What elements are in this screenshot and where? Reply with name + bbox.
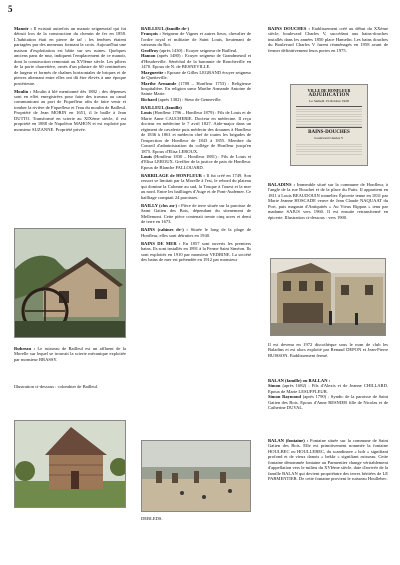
balan-famille-title: BALAN (famille) ou BALLAN : bbox=[268, 378, 331, 383]
adjudication-notice bbox=[290, 84, 368, 166]
bains-douches-text: Etablissement créé au début du XXème siècle, boulevard Charles V, succédant aux bains-douches installés dans les années 1850 place Hamelin. Les bains douches du Boulevard Charles V furent réaménagés en 1958 avant de fermer définitivement leurs portes en 1975. bbox=[268, 26, 389, 53]
entry-name: Hamon bbox=[141, 53, 156, 59]
notice-line-4: BAINS-DOUCHES bbox=[308, 129, 350, 135]
entry-text: (Honfleur 1796 – Honfleur 1879) : Fils de Louis et de Marie Anne CAUCHERIE. Docteur en médecine. Il reçu docteur en médecine le 7 avril 1827. Aide-major dans un régiment de cavalerie puis médecin des douanes à Honfleur de 1836 à 1861 et médecin chef de toutes les brigades de l'inspection de Honfleur de 1843 à 1855. Membre du Conseil d'administration du collège de Honfleur jusqu'en 1875. Epoux d'Elisa LEROUX. bbox=[141, 110, 252, 154]
bains-de-mer-text: En 1857 sont ouverts les premiers bains. Ils sont installés en 1891 à la Ferme Saint Siméon. Ils sont exploités en 1910 par monsieur VEDRINE. La société des bains de mer est prétendée en 1912 par monsieur bbox=[141, 240, 251, 263]
entry-name: Richard bbox=[141, 96, 157, 102]
entry-name: Simon bbox=[268, 383, 281, 389]
baladins-title: BALADINS : bbox=[268, 182, 295, 187]
notice-line-2: ADJUDICATION bbox=[308, 93, 350, 98]
bailly-entry bbox=[141, 203, 251, 225]
entry-text: (après 1682) : Fils d'Alexis et de Jeanne CHILLARD. Epoux de Marie LESUFFLEUR. bbox=[268, 383, 388, 394]
notice-line-1: VILLE DE HONFLEUR bbox=[307, 88, 351, 93]
entry-name: François : bbox=[141, 31, 161, 37]
bailleul-famille-de-entry bbox=[141, 26, 251, 102]
rubreau-text: Le ruisseau de Bailleul est un affluent de la Morelle sur lequel se trouvait la scierie mécanique exploitée par monsieur BRASSY. bbox=[14, 346, 127, 362]
bailleul-famille-title: BAILLEUL (famille) bbox=[141, 104, 182, 110]
entry-name: Geoffroy bbox=[141, 47, 159, 53]
bains-de-mer-photo bbox=[141, 440, 251, 512]
entry-text: (après 1790) : Syndic de la paroisse de Saint Gatien des Bois. Epoux d'Anne RESNIER fille de Nicolas et de Catherine DUVAL. bbox=[268, 394, 388, 411]
mill-illustration bbox=[15, 229, 126, 338]
entry-text: (1708 – Honfleur 1753) : Religieuse hospitalière. En religion sœur Marthe Armande Antoine de Sainte Marie. bbox=[141, 80, 252, 97]
bains-cabines-title: BAINS (cabines de-) : bbox=[141, 227, 188, 233]
column-2 bbox=[141, 26, 251, 265]
entry-name: Marthe Armande bbox=[141, 80, 177, 86]
entry-name: Louis bbox=[141, 110, 152, 116]
beach-illustration bbox=[142, 441, 251, 512]
bailleul-famille-entry bbox=[141, 105, 251, 170]
bains-douches-title: BAINS DOUCHES : bbox=[268, 26, 310, 31]
bailly-text: Pièce de terre située sur la paroisse de Saint Gatien des Bois, dépendant du sitenement de Mellemont. Cette pièce contenait trente cinq acres et demi de terre en 1673. bbox=[141, 202, 251, 225]
bains-cabines-entry bbox=[141, 227, 251, 238]
entry-name: Louis bbox=[141, 154, 152, 160]
mill-photo bbox=[14, 228, 126, 338]
baladins-photo bbox=[270, 258, 386, 336]
barrilage-text: Il fut créé en 1749. Son ressort se limitait par la Morelle à l'est, le rebord du plateau qui domine la Calonne au sud, la Touque à l'ouest et la mer au nord. Entre les bailliages d'Auge et de Pont-Audemer. Ce bailliage comptait 24 paroisses. bbox=[141, 172, 251, 200]
page-number: 5 bbox=[8, 4, 13, 14]
bailleul-famille-de-title: BAILLEUL (famille de-) bbox=[141, 26, 189, 31]
bains-de-mer-entry bbox=[141, 241, 251, 263]
entry-name: Simon Raymond bbox=[268, 394, 302, 400]
moulin-text: Moulin à blé mentionné dès 1882 ; des dépenses sont en effet enregistrées pour faire des travaux au canal communicant au port de Fiquefleur afin de faire venir et tomber la rivière de Fiquefleur et l'eau du moulin de Bailleul. Propriété de Jean MORIN en 1651, il le baille à Jean DUTTO. Transformé en scierie au XIXème siècle, il est propriété en 1888 de Napoléon MAHON et est exploité par monsieur SUZANNE. Propriété privée. bbox=[14, 88, 126, 132]
rubreau-title: Rubreau : bbox=[14, 346, 35, 351]
entry-text: (Honfleur 1830 – Honfleur 1881) : Fils de Louis et d'Elisa LEROUX. Greffier de la justice de paix de Honfleur. Epoux de Blanche FALLOUARD. bbox=[141, 154, 251, 170]
bains-douches-entry bbox=[268, 26, 388, 53]
street-illustration bbox=[271, 259, 386, 336]
debleds-text: DEBLEDS. bbox=[141, 516, 163, 521]
notice-fine-print-2 bbox=[296, 142, 362, 156]
colombier-illustration bbox=[15, 421, 126, 508]
baladins-continued bbox=[268, 342, 388, 358]
column-3 bbox=[268, 26, 388, 56]
column-1 bbox=[14, 26, 126, 135]
entry-text: (après 1382) : Sieur de Genneville. bbox=[158, 96, 222, 102]
barrilage-title: BARRILAGE de HONFLEUR : bbox=[141, 172, 205, 178]
manoir-title: Manoir : bbox=[14, 26, 32, 31]
moulin-entry bbox=[14, 89, 126, 133]
baladins-text: Immeuble situé sur la commune de Honfleur, à l'angle de la rue Bouchet et de la place du Puits. Il appartient en 1811 à Louis BEAUDOUIN tonnelier. Épicerie tenue en 1831 par Marie Jeanne HOSCADE veuve de Jean Claude NAQUAAT du Port, puis magasin d'Antiquités « Au Vieux Rippon » tenu par madame SAJUS vers 1960. Il est ensuite retransformé en épicerie. Illustration ci-dessous : vers 1900. bbox=[268, 182, 388, 220]
bains-cabines-text: Située le long de la plage de Honfleur, elles sont détruites en 1940. bbox=[141, 227, 252, 238]
entry-text: Seigneur de Vignes et autres lieux, chevalier de l'ordre royal et militaire de Saint Louis, lieutenant de vaisseau du Roi. bbox=[141, 31, 252, 48]
balan-famille-entry bbox=[268, 378, 388, 411]
notice-fine-print bbox=[296, 106, 362, 128]
colombier-photo bbox=[14, 420, 126, 508]
entry-text: (après 1430) : Ecuyer seigneur de Bailleul. bbox=[159, 47, 238, 53]
rubreau-entry bbox=[14, 346, 126, 362]
barrilage-entry bbox=[141, 173, 251, 200]
bailly-title: BAILLY (clos au-) : bbox=[141, 202, 180, 208]
moulin-title: Moulin : bbox=[14, 88, 32, 94]
baladins-entry bbox=[268, 182, 388, 220]
manoir-entry bbox=[14, 26, 126, 86]
balan-fontaine-entry bbox=[268, 438, 388, 482]
bains-de-mer-title: BAINS DE MER : bbox=[141, 240, 181, 246]
entry-text: Epouse de Gilles LEGRAND écuyer seigneur de Quetteville. bbox=[141, 69, 252, 81]
colombier-caption: Illustration ci-dessous : colombier de Bailleul. bbox=[14, 384, 99, 389]
balan-fontaine-title: BALAN (fontaine) : bbox=[268, 438, 309, 443]
entry-text: (après 1480) : Ecuyer seigneur de Grandmesnil et d'Heudreville. Sénéchal de la baronnie de Roncheville en 1470. Epoux de N. de BESNEVILLE. bbox=[141, 53, 252, 70]
manoir-text: Il existait autrefois un manoir seigneurial qui fut détruit lors de la construction du chemin de fer en 1858. L'habitation était en pierre de taf ; les fenêtres étaient partagées par des meneaux formant la croix. Aujourd'hui une maison d'exploitation est bâtie sur ses ruines. Quelques anciens pans de mur, indiquent l'emplacement de ce manoir, dont la construction remontait au XVIème siècle. Les piliers de la porte charretière, ornés d'un pilastre de 60 centimètres de largeur et formés de chaînes horizontales de briques et de pierres alternant entre elles ont dû être élevés à une époque postérieure. bbox=[14, 26, 126, 86]
notice-line-5: boulevard Charles V bbox=[314, 135, 344, 140]
notice-line-3: Le Samedi 13 Octobre 1928 bbox=[309, 99, 349, 103]
entry-name: Marguerite : bbox=[141, 69, 166, 75]
baladins-cont-text: Il est devenu en 1972 discothèque sous le nom de club les Baladins et est alors exploité par Renaud DEPON et Jean-Pierre BUISSON. Etablissement fermé. bbox=[268, 342, 388, 358]
balan-fontaine-text: Fontaine située sur la commune de Saint Gatien des Bois. Elle est primitivement nommée la fontaine HOULBEC ou HOULLEBEC, du scandinave « holr » signifiant profond et de vieux danois « bekkr » signifiant ruisseau. Cette fontaine dénommée fontaine au Parmentier change véritablement d'appellation vers le milieu du XVIème siècle, date d'arrivée de la famille BALAN qui devient propriétaire des terres héritées de LE PARMENTIER. De cette fontaine provient le ruisseau Houllebec. bbox=[268, 438, 389, 482]
